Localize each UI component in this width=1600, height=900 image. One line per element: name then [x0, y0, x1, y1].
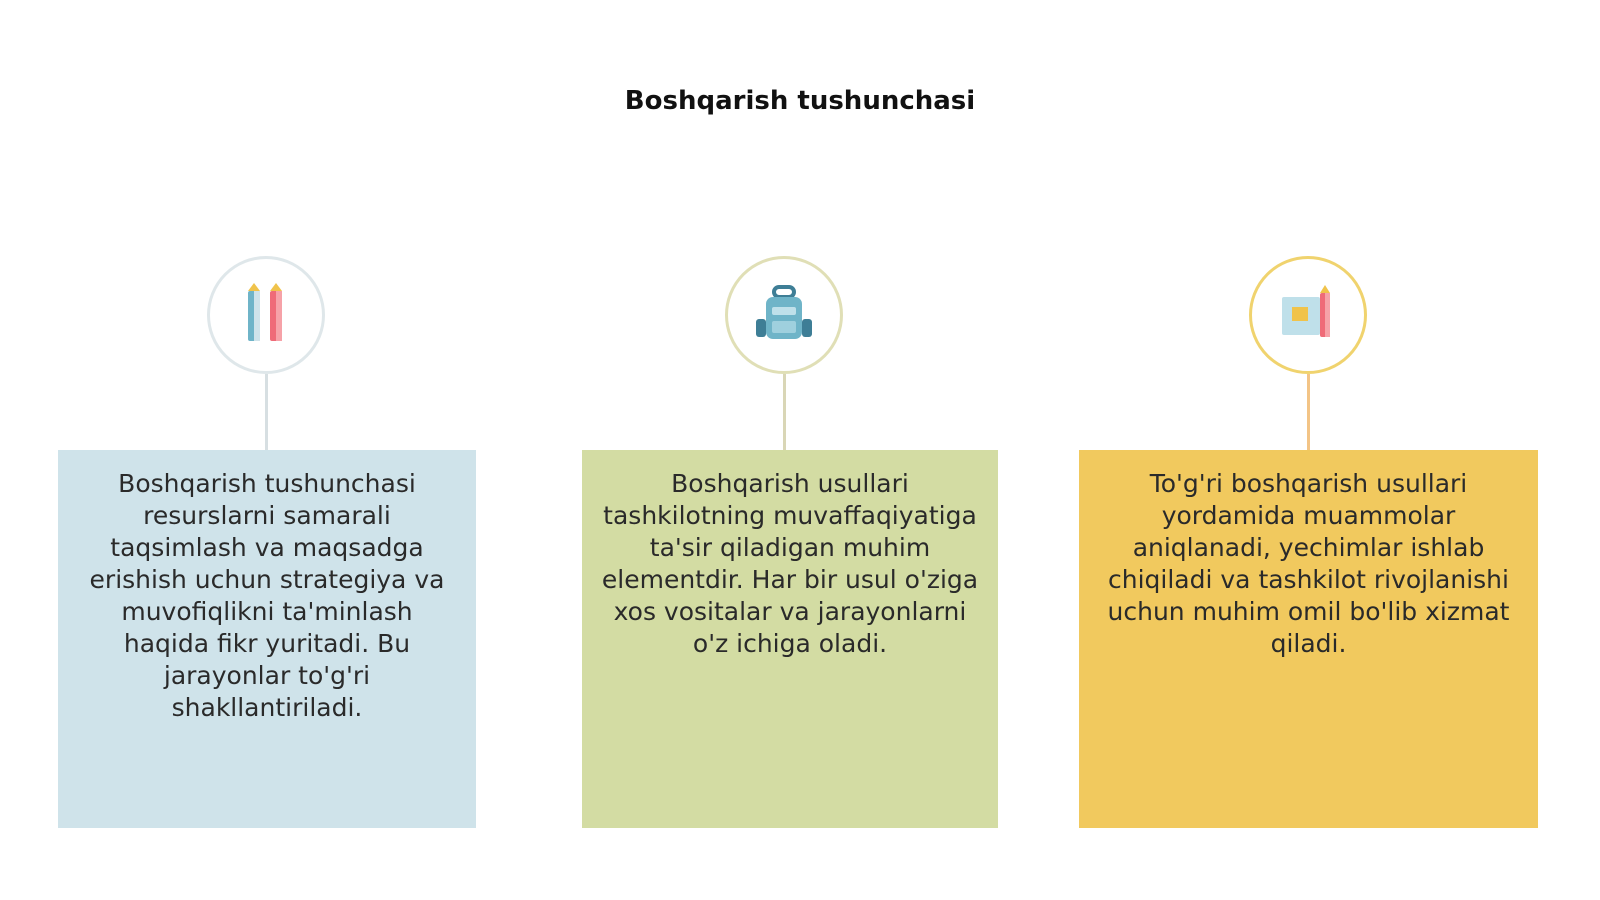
connector-line-2 [783, 374, 786, 450]
backpack-icon [754, 285, 814, 345]
connector-line-1 [265, 374, 268, 450]
card-text-2: Boshqarish usullari tashkilotning muvaffaqiyatiga ta'sir qiladigan muhim elementdir. Har bir usul o'ziga xos vositalar va jarayonlarni o'z ichiga oladi. [601, 469, 979, 658]
info-card-1 [58, 450, 476, 828]
icon-circle-1 [207, 256, 325, 374]
connector-line-3 [1307, 374, 1310, 450]
info-card-2 [582, 450, 998, 828]
pencils-icon [238, 283, 294, 347]
page-title: Boshqarish tushunchasi [624, 86, 976, 116]
icon-circle-2 [725, 256, 843, 374]
info-card-3 [1079, 450, 1538, 828]
card-text-1: Boshqarish tushunchasi resurslarni samarali taqsimlash va maqsadga erishish uchun strategiya va muvofiqlikni ta'minlash haqida fikr yuritadi. Bu jarayonlar to'g'ri shakllantiriladi. [89, 469, 445, 722]
drawing-pencil-icon [1278, 285, 1338, 345]
card-text-3: To'g'ri boshqarish usullari yordamida muammolar aniqlanadi, yechimlar ishlab chiqiladi va tashkilot rivojlanishi uchun muhim omil bo'lib xizmat qiladi. [1107, 469, 1510, 658]
icon-circle-3 [1249, 256, 1367, 374]
